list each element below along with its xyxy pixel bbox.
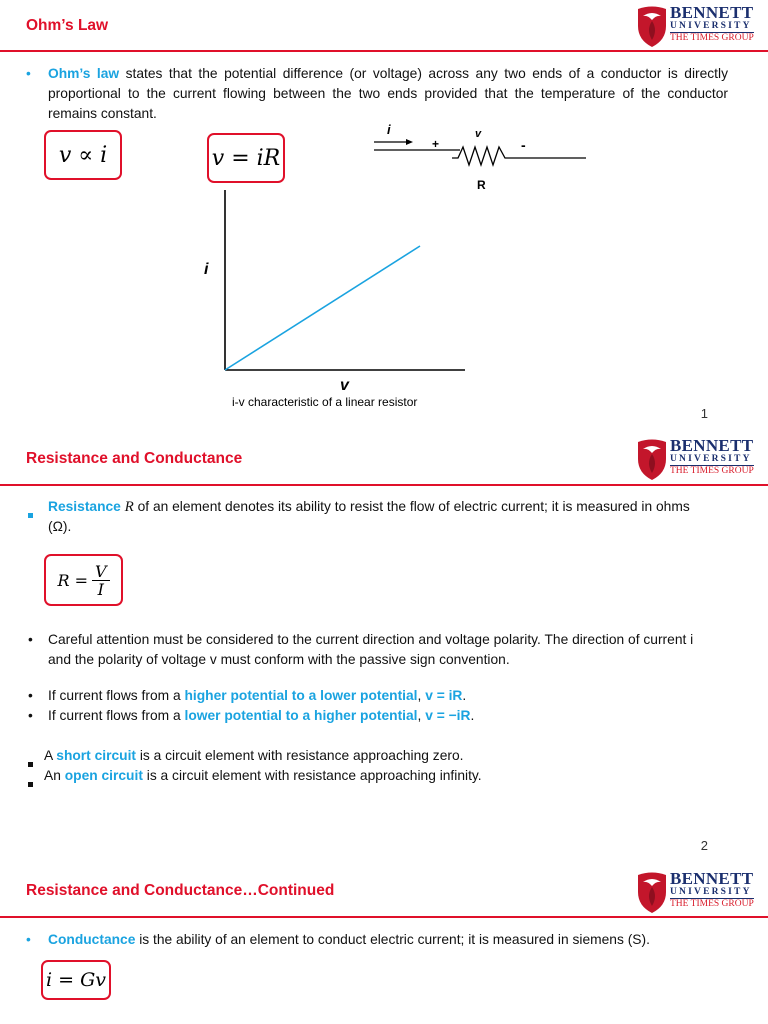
logo-group: THE TIMES GROUP [670, 33, 754, 43]
term-resistance: Resistance [48, 499, 121, 514]
y-axis-label: i [204, 261, 209, 278]
bullet-dot: • [28, 708, 33, 723]
equation-ohms-law: v = iR [207, 133, 285, 183]
slide-title: Resistance and Conductance [26, 450, 243, 467]
shield-icon [636, 6, 668, 48]
slide-resistance [0, 430, 768, 862]
equation-resistance: R = $\frac{V}{I}$ [44, 554, 123, 606]
x-axis-label: v [340, 377, 349, 394]
logo-name: BENNETT [670, 3, 754, 22]
ohms-law-definition: states that the potential difference (or voltage) across any two ends of a conductor is directly proportional to the current flowing between the two ends provided that the temperature of the conductor remains constant. [48, 66, 728, 121]
page-number: 2 [700, 838, 708, 853]
slide-title: Resistance and Conductance…Continued [26, 882, 335, 899]
current-label: i [387, 122, 391, 137]
resistor-circuit-diagram [368, 118, 592, 196]
title-rule [0, 50, 768, 52]
slide-title: Ohm’s Law [26, 17, 109, 34]
logo-name: BENNETT [670, 436, 754, 455]
resistor-label: R [477, 178, 486, 192]
bullet-dot: • [26, 66, 31, 81]
equation-conductance: i = Gv [41, 960, 111, 1000]
fraction: $\frac{V}{I}$ [92, 563, 110, 598]
equation-proportional: v ∝ i [44, 130, 122, 180]
title-rule [0, 484, 768, 486]
slide-ohms-law [0, 0, 768, 430]
term-ohms-law: Ohm’s law [48, 66, 120, 81]
iv-line [225, 246, 420, 370]
bullet-higher-to-lower: • If current flows from a higher potential to a lower potential, v = iR. [48, 686, 728, 706]
bullet-lower-to-higher: • If current flows from a lower potential to a higher potential, v = −iR. [48, 706, 728, 726]
logo-group: THE TIMES GROUP [670, 899, 754, 909]
resistance-definition: Resistance R of an element denotes its ability to resist the flow of electric current; it is measured in ohms (Ω). [48, 497, 708, 537]
square-bullet [28, 753, 33, 773]
shield-icon [636, 872, 668, 914]
university-logo [636, 870, 762, 914]
square-bullet [28, 504, 33, 524]
bullet-open-circuit: An open circuit is a circuit element with resistance approaching infinity. [44, 766, 724, 786]
university-logo [636, 4, 762, 48]
slide-conductance [0, 862, 768, 1024]
iv-characteristic-graph [196, 186, 476, 398]
logo-name: BENNETT [670, 869, 754, 888]
conductance-definition: • Conductance is the ability of an element to conduct electric current; it is measured in siemens (S). [48, 930, 728, 950]
current-arrowhead [406, 139, 413, 145]
minus-sign: - [521, 137, 526, 153]
ohms-law-bullet [26, 64, 728, 124]
bullet-dot: • [26, 932, 31, 947]
logo-university: UNIVERSITY [670, 887, 752, 897]
square-bullet [28, 773, 33, 793]
bullet-short-circuit: A short circuit is a circuit element with resistance approaching zero. [44, 746, 724, 766]
sign-convention-paragraph: • Careful attention must be considered to the current direction and voltage polarity. The direction of current i and the polarity of voltage v must conform with the passive sign convention. [28, 632, 694, 667]
term-conductance: Conductance [48, 932, 136, 947]
logo-university: UNIVERSITY [670, 21, 752, 31]
resistor-symbol [452, 147, 514, 165]
graph-caption: i-v characteristic of a linear resistor [232, 395, 418, 409]
bullet-dot: • [28, 632, 33, 647]
voltage-label: v [475, 128, 482, 140]
logo-university: UNIVERSITY [670, 454, 752, 464]
university-logo [636, 437, 762, 481]
shield-icon [636, 439, 668, 481]
plus-sign: + [432, 137, 440, 151]
logo-group: THE TIMES GROUP [670, 466, 754, 476]
page-number: 1 [700, 406, 708, 421]
title-rule [0, 916, 768, 918]
bullet-dot: • [28, 688, 33, 703]
